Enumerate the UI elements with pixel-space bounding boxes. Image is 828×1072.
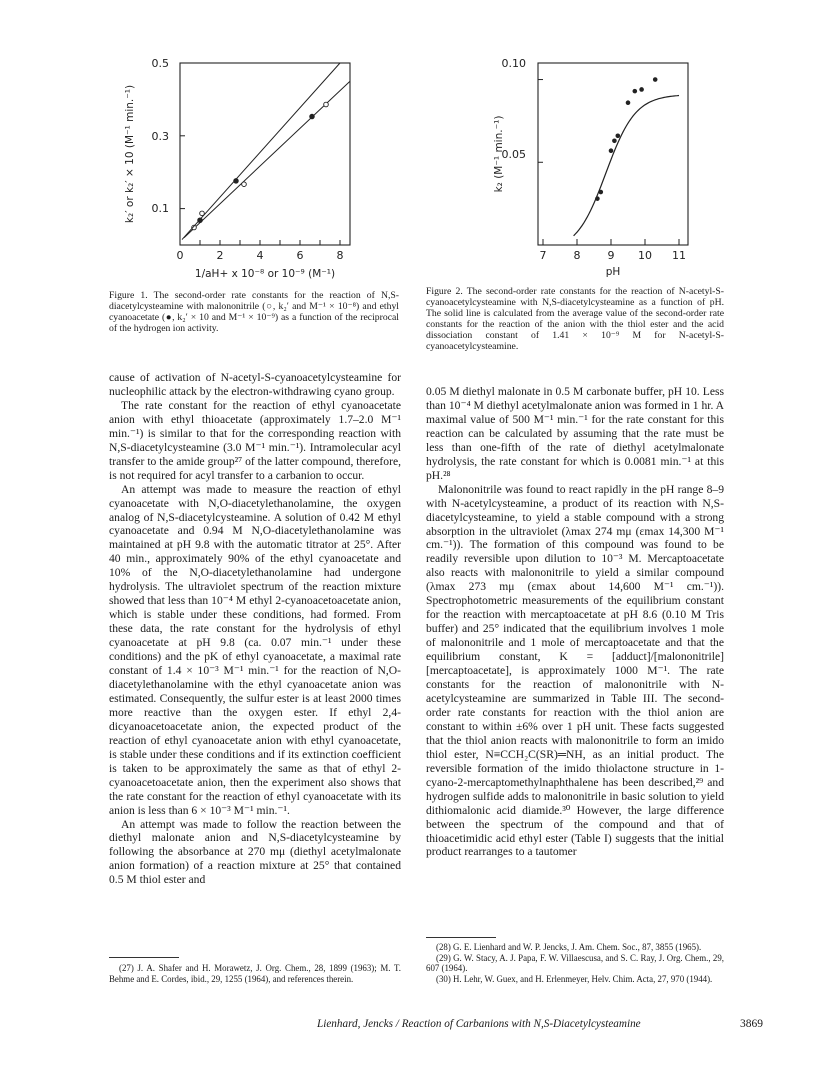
figure-1-caption: Figure 1. The second-order rate constants for the reaction of N,S-diacetylcysteamine with malononitrile (○, k₂′ and M⁻¹ × 10⁻⁸) and ethyl cyanoacetate (●, k₂′ × 10 and M⁻¹ × 10⁻⁹) as a function of the reciprocal of the hydrogen ion activity.: [109, 290, 399, 335]
x-tick-label: 6: [296, 249, 304, 262]
y-axis-label: k₂′ or k₂′ × 10 (M⁻¹ min.⁻¹): [124, 84, 136, 224]
data-point: [609, 148, 614, 153]
x-tick-label: 2: [216, 249, 224, 262]
paragraph: An attempt was made to measure the reaction of ethyl cyanoacetate with N,O-diacetylethanolamine, the oxygen analog of N,S-diacetylcysteamine. A solution of 0.42 M ethyl cyanoacetate and 0.94 M N,O-diacetylethanolamine was maintained at pH 9.8 with the automatic titrator at 25°. After 40 min., approximately 90% of the ethyl cyanoacetate and 10% of the N,O-diacetylethanolamine had undergone hydrolysis. The ultraviolet spectrum of the reaction mixture showed that less than 10⁻⁴ M ethyl 2-cyanoacetoacetate anion, which is stable under these conditions, had formed. From these data, the rate constant for the hydrolysis of ethyl cyanoacetate at pH 9.8 (ca. 0.07 min.⁻¹ under these conditions) and the pK of ethyl cyanoacetate, a maximal rate constant of 1.4 × 10⁻³ M⁻¹ min.⁻¹ for the reaction of N,O-diacetylethanolamine with the ethyl cyanoacetate anion was estimated. Consequently, the sulfur ester is at least 2000 times more reactive than the oxygen ester. If ethyl 2,4-dicyanoacetoacetate anion, the expected product of the reaction of ethyl cyanoacetate anion with ethyl cyanoacetate, is stable under these conditions and if its extinction coefficient is taken to be approximately the same as that of ethyl 2-cyanoacetoacetate anion, then the experiment also shows that the rate constant for the reaction of ethyl cyanoacetate with its anion is less than 6 × 10⁻³ M⁻¹ min.⁻¹.: [109, 482, 401, 817]
data-point: [242, 182, 247, 187]
y-tick-label: 0.05: [501, 148, 526, 161]
x-axis-label: 1/aH+ x 10⁻⁸ or 10⁻⁹ (M⁻¹): [194, 268, 336, 280]
paragraph: The rate constant for the reaction of ethyl cyanoacetate anion with ethyl thioacetate (approximately 1.7–2.0 M⁻¹ min.⁻¹) is similar to that for the corresponding reaction with N,S-diacetylcysteamine (3.0 M⁻¹ min.⁻¹). Intramolecular acyl transfer to the amide group²⁷ of the latter compound, therefore, is not required for acyl transfer to a carbanion to occur.: [109, 398, 401, 482]
data-point: [310, 114, 315, 119]
figure-2: [470, 55, 710, 285]
running-head: Lienhard, Jencks / Reaction of Carbanions with N,S-Diacetylcysteamine: [317, 1018, 641, 1030]
data-point: [639, 87, 644, 92]
x-tick-label: 11: [672, 249, 686, 262]
left-column: [109, 371, 401, 887]
y-tick-label: 0.10: [501, 57, 526, 70]
figure-1: [120, 55, 380, 285]
footnote-rule: [109, 957, 179, 958]
footnote-rule: [426, 937, 496, 938]
y-axis-label: k₂ (M⁻¹ min.⁻¹): [493, 115, 505, 193]
data-point: [616, 134, 621, 139]
x-tick-label: 8: [573, 249, 581, 262]
data-point: [234, 179, 239, 184]
figure-1-plot: [120, 55, 380, 285]
footnote: (28) G. E. Lienhard and W. P. Jencks, J. Am. Chem. Soc., 87, 3855 (1965).: [436, 942, 702, 952]
data-point: [599, 190, 604, 195]
data-point: [633, 89, 638, 94]
page-number: 3869: [740, 1018, 763, 1030]
data-point: [612, 138, 617, 143]
x-tick-label: 9: [607, 249, 615, 262]
figure-2-plot: [470, 55, 710, 285]
fitted-curve: [574, 96, 679, 236]
data-point: [198, 218, 203, 223]
paragraph: 0.05 M diethyl malonate in 0.5 M carbonate buffer, pH 10. Less than 10⁻⁴ M diethyl acetylmalonate anion was formed in 1 hr. A maximal value of 500 M⁻¹ min.⁻¹ for the rate constant for this reaction can be calculated by assuming that the rate must be less than one-fifth of the rate of diethyl acetylmalonate hydrolysis, the rate constant for which is 0.0081 min.⁻¹ at this pH.²⁸: [426, 385, 725, 482]
data-point: [595, 196, 600, 201]
data-point: [653, 77, 658, 82]
y-tick-label: 0.1: [151, 202, 169, 215]
data-point: [324, 102, 329, 107]
paragraph: cause of activation of N-acetyl-S-cyanoacetylcysteamine for nucleophilic attack by the electron-withdrawing cyano group.: [109, 371, 401, 398]
footnote: (27) J. A. Shafer and H. Morawetz, J. Org. Chem., 28, 1899 (1963); M. T. Behme and E. Cordes, ibid., 29, 1255 (1964), and references therein.: [109, 963, 401, 984]
x-tick-label: 0: [176, 249, 184, 262]
right-footnotes: [426, 942, 724, 984]
x-axis-label: pH: [605, 266, 621, 278]
paragraph: Malononitrile was found to react rapidly in the pH range 8–9 with N-acetylcysteamine, a product of its reaction with N,S-diacetylcysteamine, to yield a stable compound with a strong absorption in the ultraviolet (λmax 274 mμ (εmax 14,300 M⁻¹ cm.⁻¹)). The formation of this compound was found to be readily reversible upon dilution to 10⁻³ M. Mercaptoacetate also reacts with malononitrile to yield a similar compound (λmax 273 mμ (εmax about 14,600 M⁻¹ cm.⁻¹)). Spectrophotometric measurements of the equilibrium constant for the reaction with mercaptoacetate at pH 8.6 (0.10 M Tris buffer) and 25° indicated that the equilibrium involves 1 mole of malononitrile and 1 mole of mercaptoacetate and that the equilibrium constant, K = [adduct]/[malononitrile][mercaptoacetate], is approximately 1000 M⁻¹. The rate constants for the reaction of malononitrile with N-acetylcysteamine are summarized in Table III. The second-order rate constants for reaction with the thiol anion are constant to within ±6% over 1 pH unit. These facts suggested that the thiol anion reacts with malononitrile to form an imido thiol ester, N≡CCH₂C(SR)═NH, as an initial product. The reversible formation of the imido thiolactone structure in 1-cyano-2-mercaptomethylnaphthalene has been described,²⁹ and hydrogen sulfide adds to malononitrile in basic solution to yield dithiomalonic acid diamide.³⁰ However, the large difference between the spectrum of the compound and that of thioacetimidic acid ethyl ester (Table I) suggests that the initial product rearranges to a tautomer: [426, 482, 724, 859]
y-tick-label: 0.3: [151, 130, 169, 143]
y-tick-label: 0.5: [151, 57, 169, 70]
footnote: (29) G. W. Stacy, A. J. Papa, F. W. Villaescusa, and S. C. Ray, J. Org. Chem., 29, 607 (1964).: [426, 952, 724, 974]
x-tick-label: 8: [336, 249, 344, 262]
footnote: (30) H. Lehr, W. Guex, and H. Erlenmeyer, Helv. Chim. Acta, 27, 970 (1944).: [436, 973, 713, 984]
data-point: [626, 100, 631, 105]
paragraph: An attempt was made to follow the reaction between the diethyl malonate anion and N,S-diacetylcysteamine by following the absorbance at 270 mμ (diethyl acetylmalonate anion formation) of a reaction mixture at 25° that contained 0.5 M thiol ester and: [109, 817, 401, 887]
fit-line: [182, 63, 340, 240]
x-tick-label: 4: [256, 249, 264, 262]
figure-2-caption: Figure 2. The second-order rate constants for the reaction of N-acetyl-S-cyanoacetylcysteamine with N,S-diacetylcysteamine as a function of pH. The solid line is calculated from the average value of the second-order rate constants for the reaction of the anion with the thiol ester and the acid dissociation constant of 1.41 × 10⁻⁹ M for N-acetyl-S-cyanoacetylcysteamine.: [426, 286, 724, 353]
left-footnotes: [109, 963, 401, 984]
right-column: [426, 385, 724, 859]
x-tick-label: 7: [539, 249, 547, 262]
x-tick-label: 10: [638, 249, 652, 262]
